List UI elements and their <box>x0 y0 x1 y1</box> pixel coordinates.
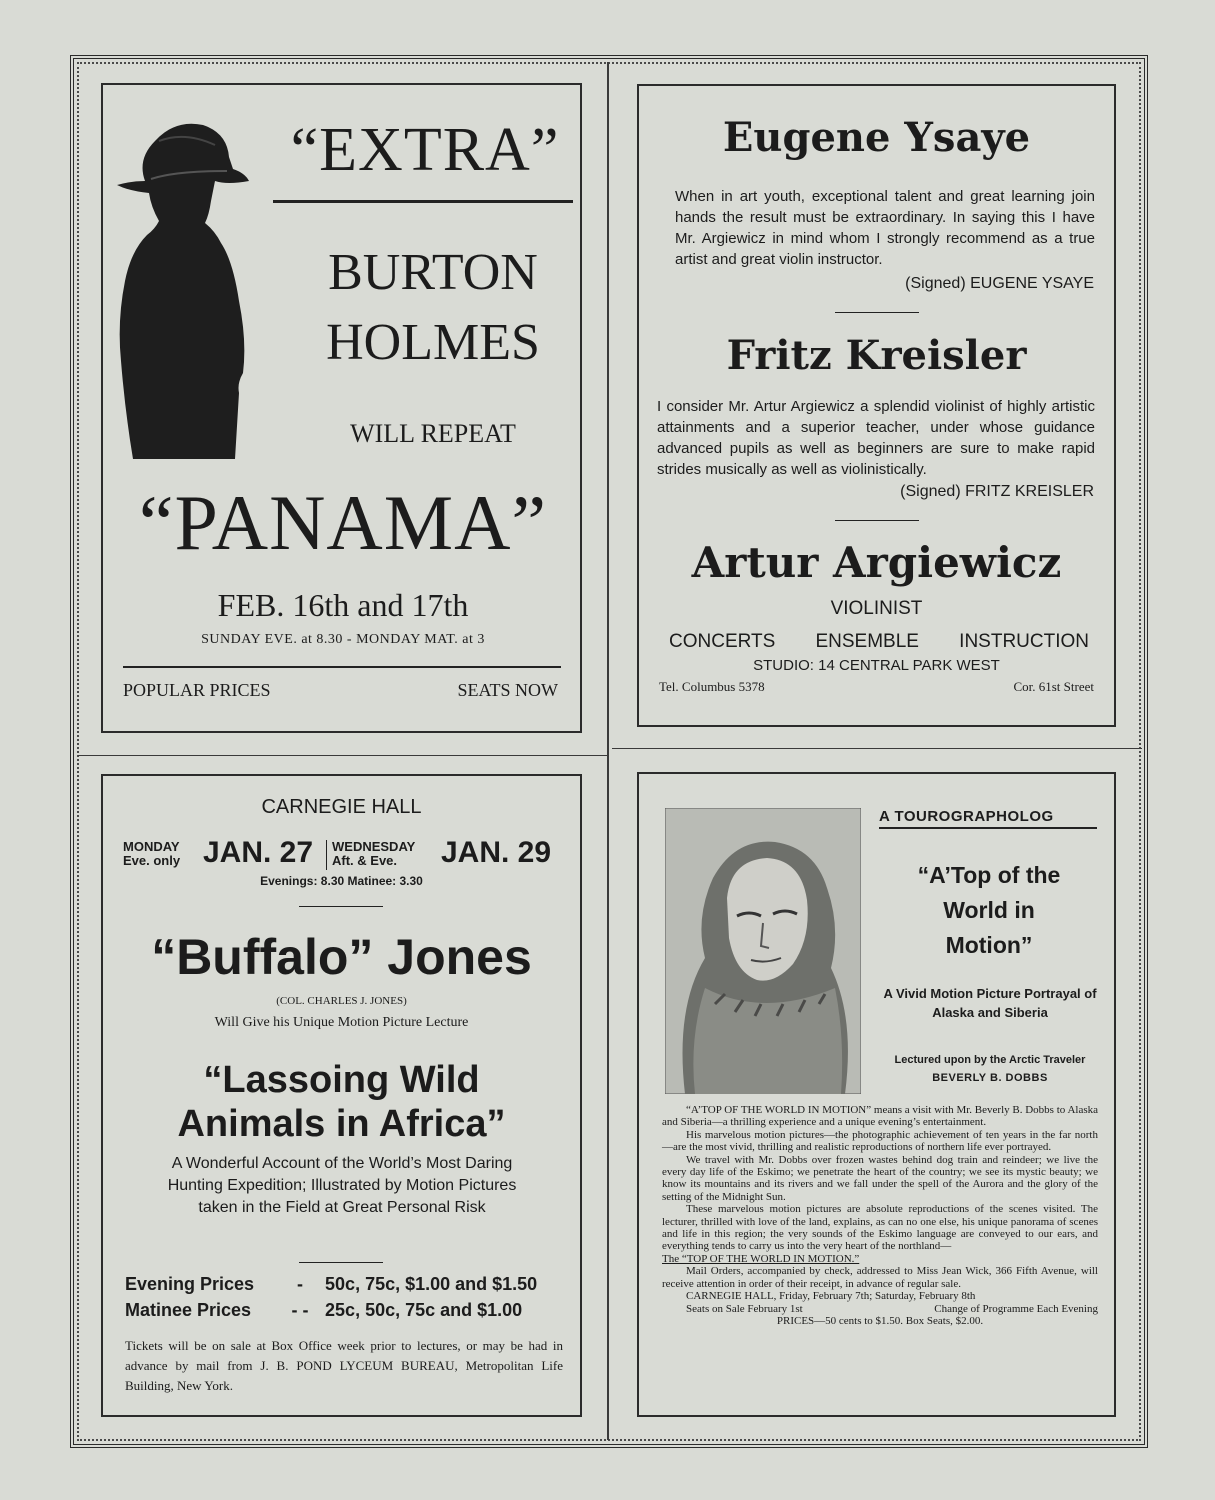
will-repeat-text: WILL REPEAT <box>350 419 516 448</box>
lecture-description: A Wonderful Account of the World’s Most Daring Hunting Expedition; Illustrated by Motion Pictures taken in the Field at Great Personal Risk <box>167 1155 517 1216</box>
kreisler-testimonial: I consider Mr. Artur Argiewicz a splendid violinist of highly artistic attainments and a superior teacher, under whose guidance advanced pupils as well as beginners are sure to make rapid strides musically as well as violinistically. <box>657 398 1095 478</box>
ysaye-heading: Eugene Ysaye <box>722 114 1031 161</box>
paragraph: These marvelous motion pictures are absolute reproductions of the scenes visited. The lecturer, thrilled with love of the land, explains, as can no one else, his unique panorama of scenes and life in this region; the very sounds of the Eskimo language are conveyed to our ears, and everything tends to carry us into the very heart of the northland— <box>662 1203 1098 1253</box>
price-label: Evening Prices <box>125 1274 255 1294</box>
service-item: CONCERTS <box>669 631 776 652</box>
programme-note: Change of Programme Each Evening <box>934 1302 1098 1315</box>
lecture-times: Evenings: 8.30 Matinee: 3.30 <box>260 874 423 888</box>
kreisler-signature: (Signed) FRITZ KREISLER <box>900 483 1094 500</box>
mail-orders-paragraph: Mail Orders, accompanied by check, addressed to Miss Jean Wick, 366 Fifth Avenue, will receive attention in order of their receipt, in advance of regular sale. <box>662 1265 1098 1290</box>
traveler-portrait-image <box>665 808 861 1094</box>
row-divider-left <box>78 755 608 756</box>
ticket-info: Tickets will be on sale at Box Office week prior to lectures, or may be had in advance by mail from J. B. POND LYCEUM BUREAU, Metropolitan Life Building, New York. <box>125 1338 563 1393</box>
tourographolog-heading: A TOUROGRAPHOLOG <box>879 808 1054 825</box>
violinist-label: VIOLINIST <box>830 598 923 619</box>
lecture-title-line2: Animals in Africa” <box>177 1103 506 1145</box>
popular-prices-text: POPULAR PRICES <box>123 680 271 700</box>
argiewicz-ad <box>637 84 1116 727</box>
divider <box>299 1262 383 1263</box>
paragraph: “A’TOP OF THE WORLD IN MOTION” means a visit with Mr. Beverly B. Dobbs to Alaska and Siberia—a thrilling experience and a unique evening’s entertainment. <box>662 1104 1098 1129</box>
day1-note: Eve. only <box>123 853 181 868</box>
evening-prices-row <box>125 1274 565 1295</box>
date2: JAN. 29 <box>441 836 552 869</box>
ysaye-signature: (Signed) EUGENE YSAYE <box>905 275 1094 292</box>
ysaye-testimonial: When in art youth, exceptional talent and great learning join hands the result must be extraordinary. In saying this I have Mr. Argiewicz in mind whom I strongly recommend as a true artist and great violin instructor. <box>675 188 1095 268</box>
extra-underline <box>273 200 573 203</box>
studio-address: STUDIO: 14 CENTRAL PARK WEST <box>753 657 1000 674</box>
ticket-prices: PRICES—50 cents to $1.50. Box Seats, $2.00. <box>776 1314 984 1327</box>
show-dates: FEB. 16th and 17th <box>217 587 469 623</box>
schedule-text: CARNEGIE HALL, Friday, February 7th; Saturday, February 8th <box>686 1290 976 1303</box>
buffalo-jones-ad <box>101 774 582 1417</box>
panama-title: “PANAMA” <box>138 479 548 566</box>
holmes-heading: HOLMES <box>326 314 540 371</box>
argiewicz-name: Artur Argiewicz <box>691 538 1062 587</box>
row-divider-right <box>612 748 1142 749</box>
extra-heading: “EXTRA” <box>290 116 560 184</box>
lecture-title-line1: “Lassoing Wild <box>203 1059 480 1101</box>
day1-weekday: MONDAY <box>123 839 180 854</box>
description-paragraphs <box>662 1104 1098 1327</box>
sale-row <box>662 1303 1098 1315</box>
price-value: 50c, 75c, $1.00 and $1.50 <box>325 1274 538 1294</box>
heading-underline <box>879 827 1097 829</box>
matinee-prices-row <box>125 1300 565 1321</box>
seats-sale-date: Seats on Sale February 1st <box>686 1302 803 1315</box>
divider <box>835 520 919 521</box>
day2-weekday: WEDNESDAY <box>332 839 416 854</box>
divider <box>299 906 383 907</box>
film-title-line3: Motion” <box>945 932 1033 958</box>
service-item: INSTRUCTION <box>959 631 1089 652</box>
divider <box>123 666 561 668</box>
price-value: 25c, 50c, 75c and $1.00 <box>325 1300 523 1320</box>
colonel-name: (COL. CHARLES J. JONES) <box>276 995 407 1007</box>
day1-label <box>123 840 180 868</box>
seats-now-text: SEATS NOW <box>457 680 558 700</box>
price-dash: - - <box>291 1300 309 1320</box>
lecturer-name: BEVERLY B. DOBBS <box>932 1072 1048 1084</box>
film-title-line2: World in <box>943 897 1035 923</box>
burton-heading: BURTON <box>328 244 538 301</box>
venue-name: CARNEGIE HALL <box>261 796 422 818</box>
date-separator <box>326 840 327 870</box>
explorer-silhouette-image <box>115 111 251 459</box>
film-title-line1: “A’Top of the <box>917 862 1061 888</box>
services-list <box>669 631 1089 653</box>
telephone-number: Tel. Columbus 5378 <box>659 679 765 694</box>
service-item: ENSEMBLE <box>815 631 919 652</box>
day2-label <box>332 840 415 868</box>
lectured-by-text: Lectured upon by the Arctic Traveler <box>894 1054 1086 1066</box>
price-dash: - <box>297 1274 304 1294</box>
street-corner: Cor. 61st Street <box>1013 679 1094 694</box>
tourographolog-ad <box>637 772 1116 1417</box>
price-label: Matinee Prices <box>125 1300 252 1320</box>
date1: JAN. 27 <box>203 836 314 869</box>
paragraph: His marvelous motion pictures—the photographic achievement of ten years in the far north—are the most vivid, thrilling and realistic reproductions of northern life ever portrayed. <box>662 1128 1098 1154</box>
buffalo-jones-title: “Buffalo” Jones <box>151 929 532 985</box>
will-give-text: Will Give his Unique Motion Picture Lecture <box>214 1015 469 1030</box>
burton-holmes-ad <box>101 83 582 733</box>
divider <box>835 312 919 313</box>
film-title <box>874 858 1104 963</box>
film-description: A Vivid Motion Picture Portrayal of Alaska and Siberia <box>883 986 1097 1020</box>
kreisler-heading: Fritz Kreisler <box>726 332 1027 379</box>
show-times: SUNDAY EVE. at 8.30 - MONDAY MAT. at 3 <box>201 632 485 647</box>
paragraph: We travel with Mr. Dobbs over frozen wastes behind dog train and reindeer; we live the every day life of the Eskimo; we penetrate the heart of the country; we see its mystic beauty; we know its mountains and its rivers and we fall under the spell of the Aurora and the glory of the setting of the Midnight Sun. <box>662 1153 1098 1203</box>
paragraph-ending: The “TOP OF THE WORLD IN MOTION.” <box>662 1252 860 1265</box>
day2-note: Aft. & Eve. <box>332 853 398 868</box>
lecture-dates <box>123 836 563 876</box>
lecture-title <box>103 1058 580 1146</box>
column-divider <box>607 62 609 1440</box>
